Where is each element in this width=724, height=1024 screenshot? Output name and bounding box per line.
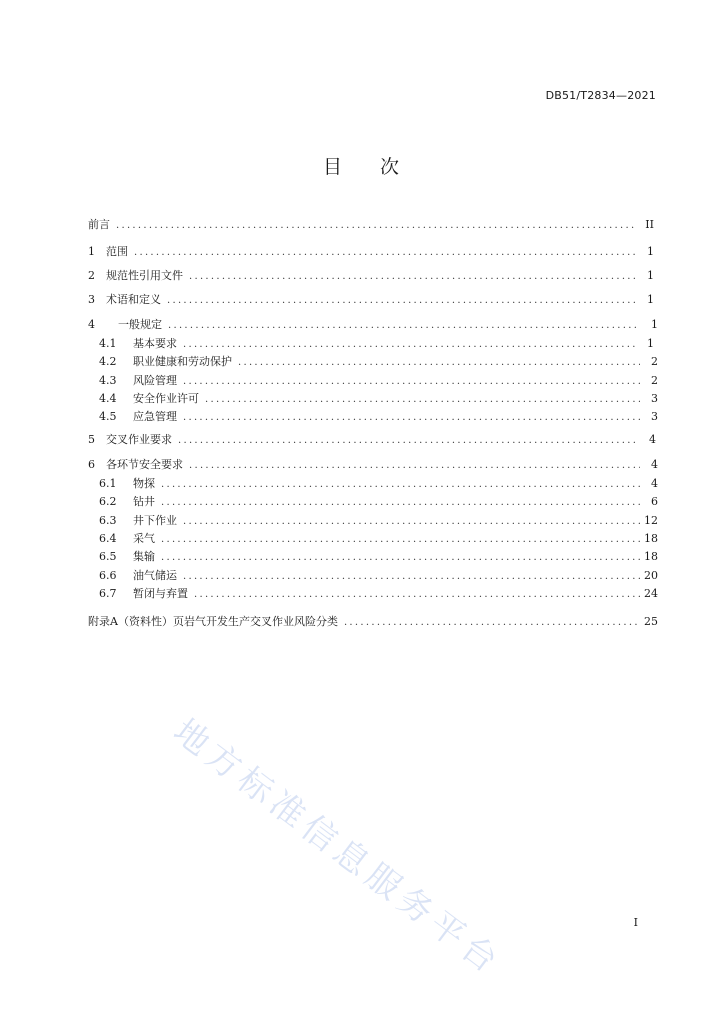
toc-entry-page: 2: [651, 374, 658, 387]
toc-entry-page: II: [645, 218, 654, 231]
toc-entry-number: 1: [88, 245, 95, 258]
toc-leader-dots: [189, 269, 636, 285]
toc-leader-dots: [238, 355, 640, 371]
toc-entry-page: 25: [644, 615, 658, 628]
toc-entry-page: 20: [644, 569, 658, 582]
toc-entry-label: 采气: [133, 532, 155, 545]
toc-entry-label: 钻井: [133, 495, 155, 508]
toc-entry-6-1[interactable]: [99, 476, 658, 492]
toc-entry-page: 4: [651, 477, 658, 490]
toc-entry-label: 应急管理: [133, 410, 177, 423]
toc-entry-foreword[interactable]: [88, 217, 654, 233]
toc-entry-3[interactable]: [88, 292, 654, 308]
toc-entry-label: 暂闭与弃置: [133, 587, 188, 600]
toc-entry-label: 前言: [88, 218, 110, 231]
toc-entry-page: 4: [651, 458, 658, 471]
toc-entry-number: 5: [88, 433, 95, 446]
toc-entry-number: 6.3: [99, 514, 117, 527]
toc-entry-5[interactable]: [88, 432, 656, 448]
toc-entry-label: 集输: [133, 550, 155, 563]
toc-entry-4-1[interactable]: [99, 336, 654, 352]
toc-entry-4-3[interactable]: [99, 373, 658, 389]
toc-entry-page: 1: [647, 245, 654, 258]
toc-leader-dots: [161, 532, 640, 548]
toc-entry-label: 规范性引用文件: [106, 269, 183, 282]
toc-entry-number: 6.6: [99, 569, 117, 582]
toc-entry-label: 井下作业: [133, 514, 177, 527]
toc-entry-page: 3: [651, 392, 658, 405]
toc-entry-annex-a[interactable]: [88, 614, 658, 630]
toc-entry-6-6[interactable]: [99, 568, 658, 584]
toc-entry-6-5[interactable]: [99, 549, 658, 565]
toc-entry-page: 12: [644, 514, 658, 527]
toc-entry-page: 6: [651, 495, 658, 508]
toc-entry-label: 油气储运: [133, 569, 177, 582]
toc-entry-label: 术语和定义: [106, 293, 161, 306]
toc-entry-4-4[interactable]: [99, 391, 658, 407]
toc-leader-dots: [161, 495, 640, 511]
document-code: DB51/T2834—2021: [545, 89, 656, 102]
toc-entry-page: 4: [649, 433, 656, 446]
toc-entry-number: 6.5: [99, 550, 117, 563]
toc-entry-number: 4.5: [99, 410, 117, 423]
toc-leader-dots: [167, 293, 636, 309]
toc-leader-dots: [183, 337, 636, 353]
toc-leader-dots: [134, 245, 636, 261]
toc-entry-page: 1: [647, 293, 654, 306]
toc-leader-dots: [168, 318, 640, 334]
toc-entry-6-4[interactable]: [99, 531, 658, 547]
toc-entry-2[interactable]: [88, 268, 654, 284]
toc-leader-dots: [205, 392, 640, 408]
toc-entry-page: 1: [647, 269, 654, 282]
toc-entry-6[interactable]: [88, 457, 658, 473]
toc-entry-label: 基本要求: [133, 337, 177, 350]
toc-entry-label: 安全作业许可: [133, 392, 199, 405]
toc-leader-dots: [183, 569, 640, 585]
toc-entry-label: 风险管理: [133, 374, 177, 387]
toc-entry-1[interactable]: [88, 244, 654, 260]
toc-entry-number: 4.3: [99, 374, 117, 387]
toc-leader-dots: [161, 477, 640, 493]
toc-entry-page: 1: [647, 337, 654, 350]
page-number: I: [633, 916, 638, 929]
toc-entry-number: 4.4: [99, 392, 117, 405]
toc-entry-label: 附录A（资料性）页岩气开发生产交叉作业风险分类: [88, 615, 338, 628]
toc-entry-number: 6.1: [99, 477, 117, 490]
toc-leader-dots: [194, 587, 640, 603]
toc-entry-number: 4.1: [99, 337, 117, 350]
toc-entry-page: 24: [644, 587, 658, 600]
toc-entry-number: 2: [88, 269, 95, 282]
toc-entry-number: 6.4: [99, 532, 117, 545]
toc-entry-label: 交叉作业要求: [106, 433, 172, 446]
toc-title-char-1: 目: [322, 156, 344, 178]
toc-entry-number: 6: [88, 458, 95, 471]
toc-entry-number: 4: [88, 318, 95, 331]
toc-entry-label: 职业健康和劳动保护: [133, 355, 232, 368]
toc-leader-dots: [183, 374, 640, 390]
toc-leader-dots: [183, 410, 640, 426]
toc-entry-label: 各环节安全要求: [106, 458, 183, 471]
toc-entry-6-2[interactable]: [99, 494, 658, 510]
toc-entry-page: 3: [651, 410, 658, 423]
toc-entry-6-7[interactable]: [99, 586, 658, 602]
toc-title-char-2: 次: [380, 156, 402, 178]
toc-entry-label: 范围: [106, 245, 128, 258]
toc-entry-4-2[interactable]: [99, 354, 658, 370]
toc-entry-4-5[interactable]: [99, 409, 658, 425]
toc-entry-page: 18: [644, 532, 658, 545]
toc-entry-page: 1: [651, 318, 658, 331]
toc-leader-dots: [178, 433, 638, 449]
watermark-text: 地方标准信息服务平台: [165, 711, 510, 984]
toc-leader-dots: [183, 514, 640, 530]
toc-entry-number: 4.2: [99, 355, 117, 368]
toc-leader-dots: [116, 218, 636, 234]
toc-entry-4[interactable]: [88, 317, 658, 333]
toc-leader-dots: [189, 458, 640, 474]
toc-entry-page: 18: [644, 550, 658, 563]
toc-entry-label: 物探: [133, 477, 155, 490]
toc-leader-dots: [161, 550, 640, 566]
toc-entry-number: 3: [88, 293, 95, 306]
toc-entry-number: 6.2: [99, 495, 117, 508]
toc-entry-number: 6.7: [99, 587, 117, 600]
toc-entry-page: 2: [651, 355, 658, 368]
toc-entry-label: 一般规定: [118, 318, 162, 331]
toc-entry-6-3[interactable]: [99, 513, 658, 529]
toc-leader-dots: [344, 615, 640, 631]
